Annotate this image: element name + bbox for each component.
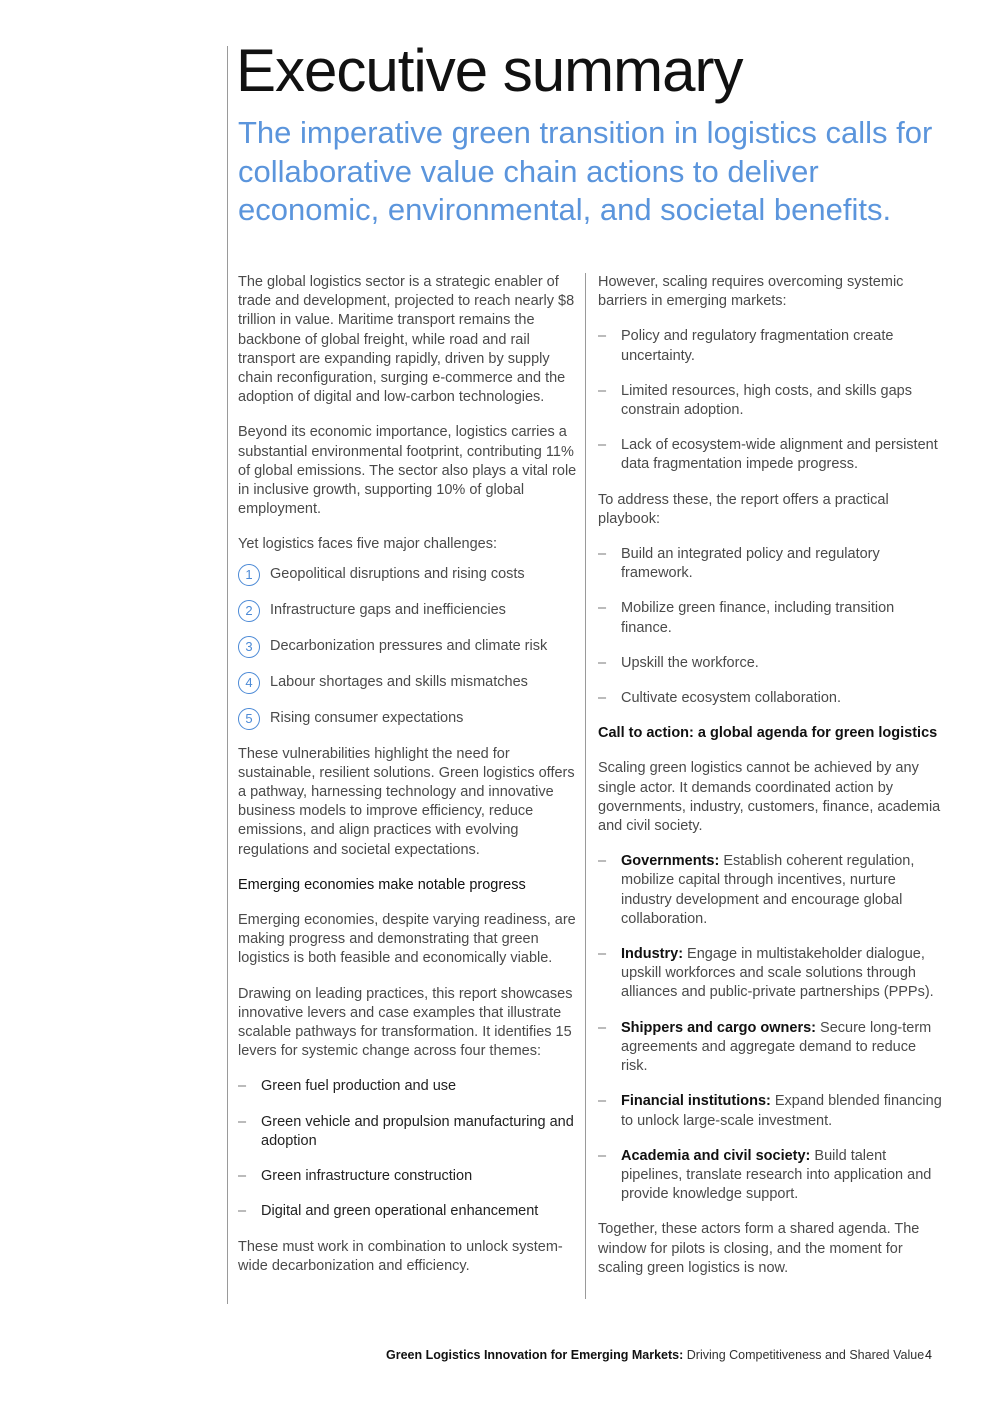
number-badge: 2 — [238, 600, 260, 622]
dash-bullet: – — [238, 1168, 247, 1185]
list-item — [598, 689, 943, 708]
scaling-paragraph: Scaling green logistics cannot be achieved by any single actor. It demands coordinated action by governments, industry, customers, finance, academia and civil society. — [598, 760, 941, 835]
number-badge: 1 — [238, 564, 260, 586]
dash-bullet: – — [598, 328, 607, 345]
list-item — [598, 545, 943, 583]
playbook-list — [598, 545, 943, 708]
playbook-intro: To address these, the report offers a practical playbook: — [598, 491, 889, 527]
right-column — [598, 273, 943, 1278]
left-rule — [227, 46, 228, 1304]
list-item — [598, 599, 943, 637]
dash-bullet: – — [238, 1078, 247, 1095]
list-item — [238, 1077, 578, 1096]
actor-text: Engage in multistakeholder dialogue, upskill workforces and scale solutions through alliances and public-private partnerships (PPPs). — [621, 946, 934, 1001]
list-item — [598, 382, 943, 420]
actor-label: Financial institutions: — [621, 1093, 771, 1110]
list-item — [598, 654, 943, 673]
dash-bullet: – — [598, 1147, 607, 1164]
dash-bullet: – — [598, 853, 607, 870]
list-item — [598, 1092, 943, 1130]
barrier-text: Lack of ecosystem-wide alignment and persistent data fragmentation impede progress. — [621, 437, 938, 473]
list-item — [598, 852, 943, 929]
list-item — [598, 1019, 943, 1077]
list-item — [598, 1147, 943, 1205]
footer-report-title: Green Logistics Innovation for Emerging Markets: — [386, 1348, 684, 1362]
dash-bullet: – — [238, 1203, 247, 1220]
dash-bullet: – — [238, 1113, 247, 1130]
combination-paragraph: These must work in combination to unlock system-wide decarbonization and efficiency. — [238, 1238, 563, 1274]
actor-text: Build talent pipelines, translate research into application and provide knowledge support. — [621, 1147, 932, 1203]
actor-text: Establish coherent regulation, mobilize capital through incentives, nurture industry development and encourage global collaboration. — [621, 853, 915, 927]
actor-text: Secure long-term agreements and aggregate demand to reduce risk. — [621, 1019, 932, 1075]
actor-label: Industry: — [621, 946, 684, 963]
number-badge: 3 — [238, 636, 260, 658]
playbook-text: Build an integrated policy and regulatory framework. — [621, 546, 880, 582]
number-badge: 5 — [238, 708, 260, 730]
list-item — [598, 327, 943, 365]
barrier-text: Limited resources, high costs, and skills gaps constrain adoption. — [621, 382, 912, 419]
dash-bullet: – — [598, 437, 607, 454]
list-item — [598, 945, 943, 1003]
dash-bullet: – — [598, 1019, 607, 1036]
environment-paragraph: Beyond its economic importance, logistics carries a substantial environmental footprint, contributing 11% of global emissions. The sector also plays a vital role in inclusive growth, supporting 10% of global employment. — [238, 424, 577, 518]
dash-bullet: – — [598, 690, 607, 707]
dash-bullet: – — [598, 946, 607, 963]
levers-paragraph: Drawing on leading practices, this report showcases innovative levers and case examples that illustrate scalable pathways for transformation. It identifies 15 levers for systemic change across four themes: — [238, 985, 573, 1060]
list-item — [238, 665, 578, 701]
theme-text: Digital and green operational enhancement — [261, 1203, 539, 1220]
page-number: 4 — [925, 1348, 932, 1362]
actor-label: Academia and civil society: — [621, 1147, 811, 1164]
barriers-intro: However, scaling requires overcoming systemic barriers in emerging markets: — [598, 274, 904, 310]
playbook-text: Cultivate ecosystem collaboration. — [621, 690, 842, 707]
vulnerabilities-paragraph: These vulnerabilities highlight the need for sustainable, resilient solutions. Green logistics offers a pathway, harnessing technology and innovative business models to improve efficiency, reduce emissions, and align practices with evolving regulations and societal expectations. — [238, 745, 575, 858]
actor-text: Expand blended financing to unlock large-scale investment. — [621, 1093, 942, 1129]
theme-text: Green vehicle and propulsion manufacturing and adoption — [261, 1113, 574, 1149]
list-item — [238, 1167, 578, 1186]
emerging-paragraph: Emerging economies, despite varying readiness, are making progress and demonstrating that green logistics is both feasible and economically viable. — [238, 912, 576, 967]
list-item — [238, 1113, 578, 1151]
page-title: Executive summary — [236, 37, 743, 104]
list-item — [238, 701, 578, 737]
challenge-text: Rising consumer expectations — [270, 710, 464, 727]
challenge-text: Infrastructure gaps and inefficiencies — [270, 602, 506, 619]
list-item — [238, 1202, 578, 1221]
section-heading-call-to-action: Call to action: a global agenda for green logistics — [598, 725, 938, 742]
challenges-intro: Yet logistics faces five major challenges: — [238, 536, 497, 553]
column-divider — [585, 273, 586, 1299]
left-column — [238, 273, 578, 1276]
challenges-list — [238, 557, 578, 737]
number-badge: 4 — [238, 672, 260, 694]
challenge-text: Labour shortages and skills mismatches — [270, 674, 528, 691]
actor-label: Governments: — [621, 853, 720, 870]
list-item — [238, 629, 578, 665]
playbook-text: Mobilize green finance, including transition finance. — [621, 600, 895, 636]
dash-bullet: – — [598, 600, 607, 617]
barrier-text: Policy and regulatory fragmentation create uncertainty. — [621, 328, 894, 364]
challenge-text: Geopolitical disruptions and rising costs — [270, 566, 525, 583]
theme-text: Green infrastructure construction — [261, 1168, 473, 1185]
actors-list — [598, 852, 943, 1204]
themes-list — [238, 1077, 578, 1221]
barriers-list — [598, 327, 943, 474]
challenge-text: Decarbonization pressures and climate risk — [270, 638, 548, 655]
closing-paragraph: Together, these actors form a shared agenda. The window for pilots is closing, and the moment for scaling green logistics is now. — [598, 1221, 920, 1276]
list-item — [598, 436, 943, 474]
dash-bullet: – — [598, 382, 607, 399]
list-item — [238, 557, 578, 593]
page-subtitle: The imperative green transition in logistics calls for collaborative value chain actions to deliver economic, environmental, and societal benefits. — [238, 115, 933, 227]
section-heading-emerging: Emerging economies make notable progress — [238, 876, 526, 893]
theme-text: Green fuel production and use — [261, 1078, 457, 1095]
list-item — [238, 593, 578, 629]
page-footer — [386, 1348, 925, 1362]
dash-bullet: – — [598, 546, 607, 563]
playbook-text: Upskill the workforce. — [621, 654, 759, 671]
dash-bullet: – — [598, 1093, 607, 1110]
footer-report-subtitle: Driving Competitiveness and Shared Value — [683, 1348, 925, 1362]
intro-paragraph: The global logistics sector is a strategic enabler of trade and development, projected to reach nearly $8 trillion in value. Maritime transport remains the backbone of global freight, while road and rail transport are expanding rapidly, driven by supply chain reconfiguration, surging e-commerce and the adoption of digital and low-carbon technologies. — [238, 274, 575, 406]
actor-label: Shippers and cargo owners: — [621, 1019, 816, 1036]
dash-bullet: – — [598, 654, 607, 671]
